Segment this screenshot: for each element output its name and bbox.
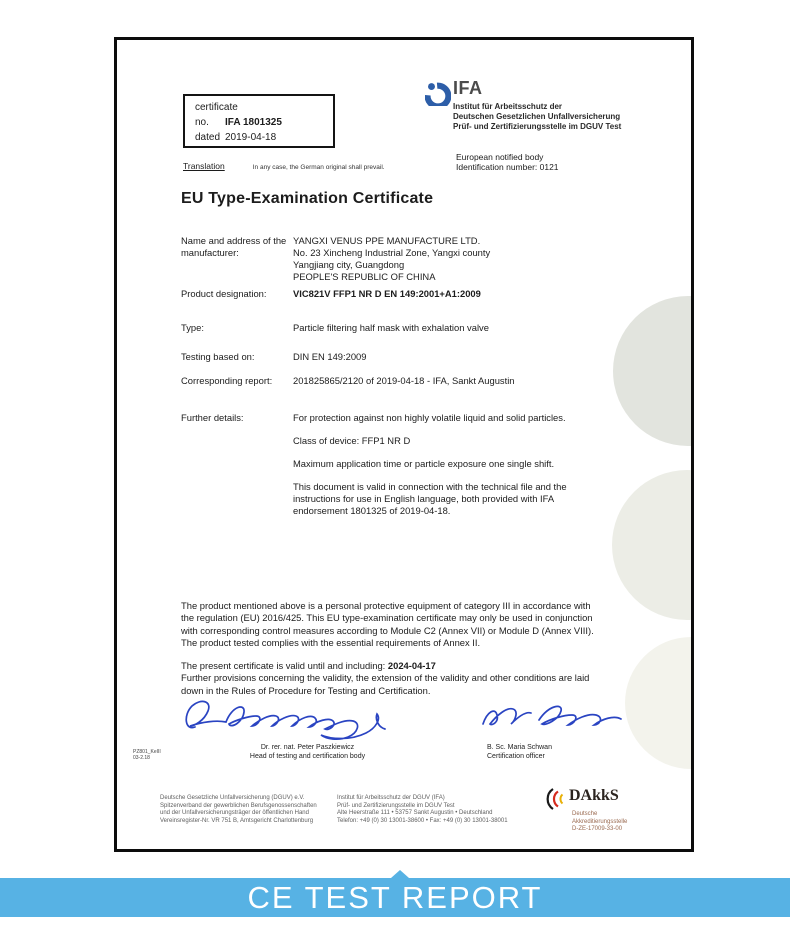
field-label: Type:: [181, 322, 204, 333]
field-type: [181, 322, 599, 334]
field-value: DIN EN 149:2009: [293, 351, 367, 362]
signature-left-image: [179, 695, 404, 745]
banner-notch: [391, 870, 409, 878]
field-label: Testing based on:: [181, 351, 255, 362]
field-value: 201825865/2120 of 2019-04-18 - IFA, Sankt Augustin: [293, 375, 515, 386]
notified-body-id: Identification number: 0121: [456, 162, 559, 172]
footer-ifa-column: [337, 795, 508, 825]
field-value: Particle filtering half mask with exhalation valve: [293, 322, 489, 333]
manufacturer-line: YANGXI VENUS PPE MANUFACTURE LTD.: [293, 235, 481, 246]
manufacturer-line: Yangjiang city, Guangdong: [293, 259, 405, 270]
ifa-acronym: IFA: [453, 78, 483, 98]
dakks-wordmark: DAkkS: [569, 787, 619, 804]
notified-body-line: European notified body: [456, 152, 544, 162]
watermark-circle-top: [613, 296, 694, 446]
footer-line: Institut für Arbeitsschutz der DGUV (IFA): [337, 795, 445, 801]
field-value: VIC821V FFP1 NR D EN 149:2001+A1:2009: [293, 288, 481, 299]
footer-line: Deutsche Gesetzliche Unfallversicherung (DGUV) e.V.: [160, 795, 305, 801]
translation-disclaimer: In any case, the German original shall prevail.: [252, 164, 385, 171]
further-detail-paragraph: Maximum application time or particle exposure one single shift.: [293, 458, 555, 469]
ifa-logo-icon: [425, 81, 451, 106]
certificate-no-value: IFA 1801325: [225, 117, 282, 128]
field-corresponding-report: [181, 375, 599, 387]
footer-line: Vereinsregister-Nr. VR 751 B, Amtsgericht Charlottenburg: [160, 817, 314, 824]
further-detail-paragraph: For protection against non highly volatile liquid and solid particles.: [293, 412, 566, 423]
translation-note: [183, 161, 385, 171]
ifa-institute-name: [453, 102, 621, 132]
certificate-dated-label: dated: [195, 132, 221, 143]
form-code-line: 03-2.18: [133, 754, 150, 761]
signatory-role: Head of testing and certification body: [249, 753, 366, 760]
banner-title: CE TEST REPORT: [247, 879, 543, 915]
translation-label: Translation: [183, 161, 225, 171]
field-manufacturer: [181, 235, 599, 283]
dakks-sub-line: Deutsche: [572, 811, 598, 817]
field-product-designation: [181, 288, 599, 300]
field-label: Name and address of the manufacturer:: [181, 235, 287, 258]
footer-line: Spitzenverband der gewerblichen Berufsgenossenschaften: [160, 802, 317, 809]
field-label: Product designation:: [181, 288, 267, 299]
field-further-details: [181, 412, 599, 528]
dakks-arcs-icon: [545, 787, 567, 811]
validity-date: 2024-04-17: [387, 660, 436, 671]
further-detail-paragraph: Class of device: FFP1 NR D: [293, 435, 411, 446]
dakks-sub-line: D-ZE-17009-33-00: [572, 826, 623, 832]
field-value: [293, 412, 599, 528]
certificate-dated-value: 2019-04-18: [225, 132, 277, 143]
validity-paragraph: [181, 660, 601, 697]
dakks-accreditation-block: [545, 787, 627, 834]
field-label: Further details:: [181, 412, 244, 423]
field-label: Corresponding report:: [181, 375, 273, 386]
validity-provisions: Further provisions concerning the validity, the extension of the validity and other conditions are laid down in the Rules of Procedure for Testing and Certification.: [181, 672, 590, 696]
footer-line: und der Unfallversicherungsträger der öffentlichen Hand: [160, 810, 309, 817]
validity-prefix: The present certificate is valid until and including:: [181, 660, 388, 671]
field-testing-based-on: [181, 351, 599, 363]
manufacturer-line: No. 23 Xincheng Industrial Zone, Yangxi county: [293, 247, 491, 258]
watermark-circle-middle: [612, 470, 694, 620]
signatory-name: B. Sc. Maria Schwan: [487, 744, 552, 751]
page-title: EU Type-Examination Certificate: [181, 190, 434, 207]
ifa-line-2: Deutschen Gesetzlichen Unfallversicherung: [453, 112, 621, 121]
certificate-number-box: [183, 94, 335, 148]
dakks-subtext: [572, 811, 627, 834]
certificate-box-title: certificate: [195, 102, 238, 113]
signatory-name: Dr. rer. nat. Peter Paszkiewicz: [260, 744, 355, 751]
dakks-sub-line: Akkreditierungsstelle: [572, 818, 628, 825]
form-code-line: PZ801_KeIII: [133, 749, 161, 755]
footer-line: Prüf- und Zertifizierungsstelle im DGUV Test: [337, 802, 455, 809]
field-value: [293, 235, 599, 283]
ce-test-report-banner: [0, 878, 790, 917]
signatory-right: [487, 743, 552, 761]
signatory-role: Certification officer: [487, 753, 545, 760]
signature-right-image: [477, 698, 637, 736]
signatory-left: [205, 743, 410, 761]
certificate-no-label: no.: [195, 117, 209, 128]
regulation-paragraph: The product mentioned above is a personal protective equipment of category III in accordance with the regulation (EU) 2016/425. This EU type-examination certificate may only be used in conjunction with corresponding control measures according to Module C2 (Annex VII) or Module D (Annex VIII). The product tested complies with the essential requirements of Annex II.: [181, 600, 594, 649]
further-detail-paragraph: This document is valid in connection with the technical file and the instructions for use in English language, both provided with IFA endorsement 1801325 of 2019-04-18.: [293, 481, 567, 516]
footer-line: Telefon: +49 (0) 30 13001-38600 • Fax: +49 (0) 30 13001-38001: [337, 817, 508, 824]
notified-body-block: [456, 152, 559, 172]
form-code: [133, 750, 161, 761]
ifa-line-3: Prüf- und Zertifizierungsstelle im DGUV Test: [453, 122, 622, 131]
footer-dguv-column: [160, 795, 317, 825]
ifa-line-1: Institut für Arbeitsschutz der: [453, 102, 563, 111]
certificate-page: [114, 37, 694, 852]
footer-line: Alte Heerstraße 111 • 53757 Sankt Augustin • Deutschland: [337, 810, 493, 817]
manufacturer-line: PEOPLE'S REPUBLIC OF CHINA: [293, 271, 436, 282]
